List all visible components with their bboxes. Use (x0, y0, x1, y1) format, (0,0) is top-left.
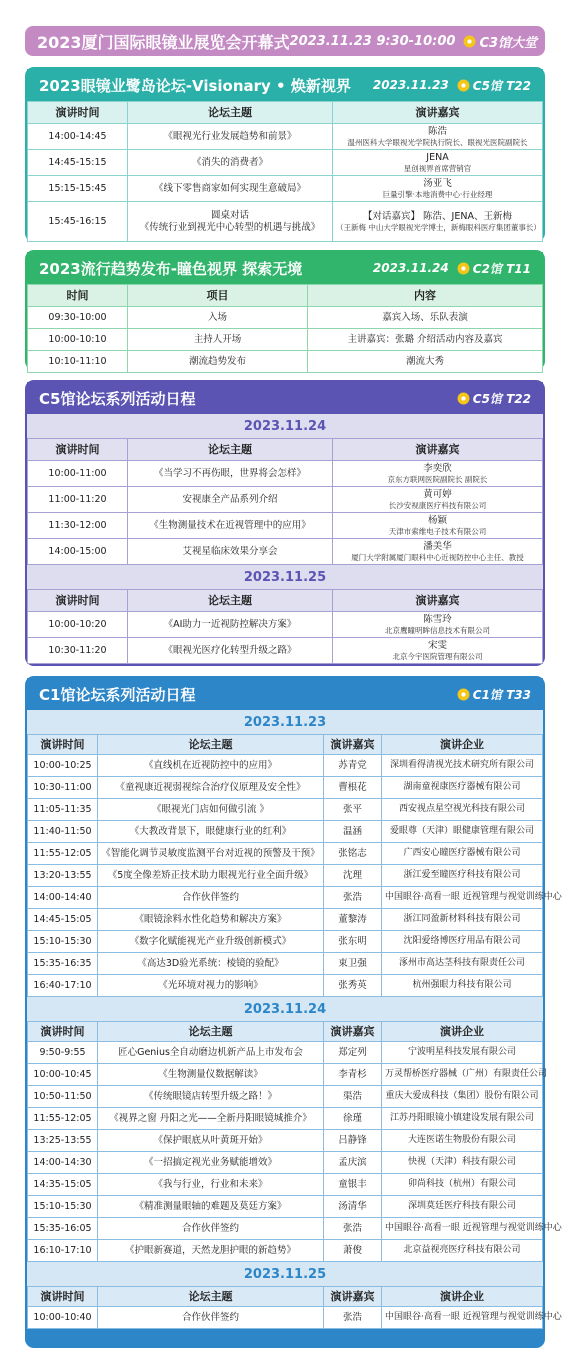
col-speaker-header: 演讲嘉宾 (324, 1022, 382, 1042)
location-pin-icon (457, 79, 470, 92)
row-company: 深圳看得清视光技术研究所有限公司 (382, 755, 543, 777)
row-company: 广西安心瞳医疗器械有限公司 (382, 843, 543, 865)
row-time: 10:50-11:50 (28, 1086, 98, 1108)
row-time: 10:30-11:20 (28, 638, 128, 664)
row-speaker (333, 638, 543, 664)
speaker-name: 杨颖 (427, 515, 447, 527)
row-topic: 《智能化调节灵敏度监测平台对近视的预警及干预》 (98, 843, 324, 865)
row-company: 中国眼谷·高看一眼 近视管理与视觉训练中心 (382, 1218, 543, 1240)
table-row (28, 1218, 543, 1240)
c1-day2-body (28, 1042, 562, 1262)
table-row (28, 953, 543, 975)
trend-table (27, 284, 543, 373)
row-speaker: 张浩 (324, 887, 382, 909)
row-company: 中国眼谷·高看一眼 近视管理与视觉训练中心 (382, 887, 543, 909)
table-row (28, 1042, 543, 1064)
col-time-header: 演讲时间 (28, 102, 128, 124)
speaker-affiliation: 天津市索维电子技术有限公司 (388, 526, 487, 536)
row-topic: 安视康全产品系列介绍 (128, 487, 333, 513)
opening-location: C3馆大堂 (479, 35, 538, 51)
row-company: 西安视点星空视光科技有限公司 (382, 799, 543, 821)
trend-header-row (28, 285, 543, 307)
row-speaker: 李青杉 (324, 1064, 382, 1086)
row-speaker: 张铭志 (324, 843, 382, 865)
row-company: 爱眼尊（天津）眼健康管理有限公司 (382, 821, 543, 843)
table-row (28, 777, 543, 799)
location-pin-icon (463, 35, 476, 48)
row-topic: 《消失的消费者》 (128, 150, 333, 176)
c1-day2-table (27, 1021, 562, 1262)
c1-day3-date: 2023.11.25 (27, 1262, 543, 1286)
c5-forum-header (27, 382, 543, 414)
col-topic-header: 论坛主题 (98, 735, 324, 755)
row-company: 沈阳爱络博医疗用品有限公司 (382, 931, 543, 953)
table-row (28, 638, 543, 664)
row-company: 浙江同盈新材料科技有限公司 (382, 909, 543, 931)
table-row (28, 821, 543, 843)
row-topic: 《生物测量仪数据解读》 (98, 1064, 324, 1086)
table-row (28, 351, 543, 373)
row-speaker: 萧俊 (324, 1240, 382, 1262)
row-topic: 《大教改背景下，眼健康行业的红利》 (98, 821, 324, 843)
row-company: 北京益视亮医疗科技有限公司 (382, 1240, 543, 1262)
c5-day1-date: 2023.11.24 (27, 414, 543, 438)
row-topic: 艾视星临床效果分享会 (128, 539, 333, 565)
row-speaker: 曹根花 (324, 777, 382, 799)
row-time: 11:30-12:00 (28, 513, 128, 539)
opening-title: 2023厦门国际眼镜业展览会开幕式 (37, 32, 290, 52)
row-time: 16:40-17:10 (28, 975, 98, 997)
col-speaker-header: 演讲嘉宾 (324, 1287, 382, 1307)
row-topic: 《护眼新赛道，天然龙胆护眼的新趋势》 (98, 1240, 324, 1262)
col-company-header: 演讲企业 (382, 1022, 543, 1042)
row-time: 14:00-15:00 (28, 539, 128, 565)
row-topic: 《线下零售商家如何实现生意破局》 (128, 176, 333, 202)
speaker-affiliation: 北京今宇医院管理有限公司 (392, 651, 483, 661)
row-time: 14:45-15:05 (28, 909, 98, 931)
c5-header-row (28, 590, 543, 612)
table-row (28, 487, 543, 513)
row-content: 潮流大秀 (308, 351, 543, 373)
row-time: 14:35-15:05 (28, 1174, 98, 1196)
location-pin-icon (457, 688, 470, 701)
row-company: 卯尚科技（杭州）有限公司 (382, 1174, 543, 1196)
row-speaker: 张平 (324, 799, 382, 821)
speaker-affiliation: 长沙安视康医疗科技有限公司 (388, 500, 487, 510)
row-time: 16:10-17:10 (28, 1240, 98, 1262)
col-topic-header: 论坛主题 (128, 590, 333, 612)
row-time: 11:40-11:50 (28, 821, 98, 843)
table-row (28, 865, 543, 887)
row-speaker: 郑定列 (324, 1042, 382, 1064)
row-topic: 《眼视光行业发展趋势和前景》 (128, 124, 333, 150)
row-topic: 《我与行业，行业和未来》 (98, 1174, 324, 1196)
col-company-header: 演讲企业 (382, 735, 543, 755)
row-time: 09:30-10:00 (28, 307, 128, 329)
row-company: 涿州市高达茎科技有限责任公司 (382, 953, 543, 975)
row-time: 10:00-10:20 (28, 612, 128, 638)
row-time: 11:55-12:05 (28, 1108, 98, 1130)
row-speaker (333, 124, 543, 150)
row-topic: 《传统眼镜店转型升级之路！》 (98, 1086, 324, 1108)
table-row (28, 1196, 543, 1218)
trend-table-wrap (27, 284, 543, 373)
row-speaker: 沈理 (324, 865, 382, 887)
c1-day1-date: 2023.11.23 (27, 710, 543, 734)
trend-release-header (27, 252, 543, 284)
row-item: 入场 (128, 307, 308, 329)
forum1-location: C5馆 T22 (472, 78, 531, 93)
table-row (28, 1108, 543, 1130)
roundtable-label: 圆桌对话 (210, 210, 249, 222)
row-company: 湖南童视康医疗器械有限公司 (382, 777, 543, 799)
col-time-header: 演讲时间 (28, 735, 98, 755)
c5-day2-date: 2023.11.25 (27, 565, 543, 589)
c1-table-wrap (27, 710, 562, 1329)
col-topic-header: 论坛主题 (128, 439, 333, 461)
row-time: 11:55-12:05 (28, 843, 98, 865)
row-topic: 《精准测量眼轴的难题及莫廷方案》 (98, 1196, 324, 1218)
row-time: 15:35-16:35 (28, 953, 98, 975)
col-topic-header: 论坛主题 (128, 102, 333, 124)
speaker-name: 宋雯 (427, 640, 447, 652)
row-content: 嘉宾入场、乐队表演 (308, 307, 543, 329)
row-time: 14:00-14:45 (28, 124, 128, 150)
speaker-affiliation: （王新梅 中山大学眼视光学博士，新梅眼科医疗集团董事长） (336, 222, 541, 232)
table-row (28, 202, 543, 242)
row-speaker: 张东明 (324, 931, 382, 953)
speaker-name: 汤亚飞 (423, 178, 452, 190)
c1-day3-body (28, 1307, 562, 1329)
row-time: 15:15-15:45 (28, 176, 128, 202)
speaker-name: 李奕欣 (423, 463, 452, 475)
trend-title: 2023流行趋势发布-瞳色视界 探索无境 (39, 259, 303, 278)
row-time: 10:00-10:10 (28, 329, 128, 351)
row-company: 宁波明星科技发展有限公司 (382, 1042, 543, 1064)
row-company: 浙江爱至瞳医疗科技有限公司 (382, 865, 543, 887)
row-speaker (333, 461, 543, 487)
row-speaker: 童银丰 (324, 1174, 382, 1196)
speaker-affiliation: 北京鹰瞳明眸信息技术有限公司 (385, 625, 490, 635)
c5-table-wrap (27, 414, 543, 664)
table-row (28, 931, 543, 953)
row-time: 10:00-10:45 (28, 1064, 98, 1086)
row-topic: 《数字化赋能视光产业升级创新模式》 (98, 931, 324, 953)
c1-header-row (28, 735, 543, 755)
row-time: 10:00-10:40 (28, 1307, 98, 1329)
table-row (28, 887, 543, 909)
table-row (28, 1130, 543, 1152)
table-row (28, 612, 543, 638)
row-topic: 合作伙伴签约 (98, 887, 324, 909)
table-row (28, 329, 543, 351)
row-time: 10:30-11:00 (28, 777, 98, 799)
visionary-forum-header (27, 69, 543, 101)
forum1-table (27, 101, 543, 242)
row-time: 11:05-11:35 (28, 799, 98, 821)
trend-date: 2023.11.24 (372, 261, 449, 275)
table-row (28, 975, 543, 997)
table-row (28, 1174, 543, 1196)
forum1-title: 2023眼镜业鹭岛论坛-Visionary • 焕新视界 (39, 76, 351, 95)
row-topic: 《视界之窗 丹阳之光——全新丹阳眼镜城推介》 (98, 1108, 324, 1130)
table-row (28, 150, 543, 176)
row-topic: 《眼视光门店如何做引流 》 (98, 799, 324, 821)
row-topic: 合作伙伴签约 (98, 1218, 324, 1240)
c5-day2-table (27, 589, 543, 664)
row-speaker: 苏青党 (324, 755, 382, 777)
row-time: 15:10-15:30 (28, 1196, 98, 1218)
c1-day2-date: 2023.11.24 (27, 997, 543, 1021)
row-topic: 《眼视光医疗化转型升级之路》 (128, 638, 333, 664)
row-topic: 匠心Genius全自动磨边机新产品上市发布会 (98, 1042, 324, 1064)
row-company: 大连医诺生物股份有限公司 (382, 1130, 543, 1152)
row-speaker: 孟庆滨 (324, 1152, 382, 1174)
row-speaker: 张浩 (324, 1218, 382, 1240)
table-row (28, 124, 543, 150)
row-company: 江苏丹阳眼镜小镇建设发展有限公司 (382, 1108, 543, 1130)
col-topic-header: 论坛主题 (98, 1287, 324, 1307)
row-time: 15:10-15:30 (28, 931, 98, 953)
table-row (28, 843, 543, 865)
row-speaker (333, 612, 543, 638)
row-company: 深圳莫廷医疗科技有限公司 (382, 1196, 543, 1218)
table-row (28, 1064, 543, 1086)
row-topic: 《AI助力一近视防控解决方案》 (128, 612, 333, 638)
visionary-forum-section (25, 67, 545, 242)
row-topic: 《一招搞定视光业务赋能增效》 (98, 1152, 324, 1174)
speaker-name: 潘美华 (423, 541, 452, 553)
row-topic: 《童视康近视弱视综合治疗仪原理及安全性》 (98, 777, 324, 799)
forum1-header-row (28, 102, 543, 124)
row-topic: 《保护眼底从叶黄斑开始》 (98, 1130, 324, 1152)
row-topic: 《光环境对视力的影响》 (98, 975, 324, 997)
opening-time: 2023.11.23 9:30-10:00 (289, 33, 456, 49)
row-speaker: 束卫强 (324, 953, 382, 975)
c5-day1-table (27, 438, 543, 565)
row-time: 10:00-11:00 (28, 461, 128, 487)
c1-header-row (28, 1287, 543, 1307)
location-pin-icon (457, 392, 470, 405)
row-time: 14:45-15:15 (28, 150, 128, 176)
row-speaker (333, 202, 543, 242)
table-row (28, 176, 543, 202)
row-speaker: 张浩 (324, 1307, 382, 1329)
col-time-header: 演讲时间 (28, 1287, 98, 1307)
c1-title: C1馆论坛系列活动日程 (39, 685, 196, 704)
location-pin-icon (457, 262, 470, 275)
speaker-name: 【对话嘉宾】 陈浩、JENA、王新梅 (363, 211, 512, 223)
row-speaker: 张秀英 (324, 975, 382, 997)
table-row (28, 1307, 543, 1329)
trend-release-section (25, 250, 545, 370)
speaker-affiliation: 厦门大学附属厦门眼科中心近视防控中心主任、教授 (351, 552, 524, 562)
table-row (28, 307, 543, 329)
speaker-affiliation: 巨量引擎·本地消费中心·行业经理 (382, 189, 493, 199)
forum1-table-wrap (27, 101, 543, 242)
speaker-affiliation: 星创视界首席营销官 (403, 163, 472, 173)
c1-day1-table (27, 734, 562, 997)
row-time: 13:20-13:55 (28, 865, 98, 887)
row-speaker (333, 176, 543, 202)
table-row (28, 1240, 543, 1262)
row-speaker (333, 150, 543, 176)
col-time-header: 时间 (28, 285, 128, 307)
col-speaker-header: 演讲嘉宾 (333, 590, 543, 612)
col-time-header: 演讲时间 (28, 590, 128, 612)
row-time: 9:50-9:55 (28, 1042, 98, 1064)
row-topic: 《直线机在近视防控中的应用》 (98, 755, 324, 777)
col-company-header: 演讲企业 (382, 1287, 543, 1307)
row-company: 杭州强眼力科技有限公司 (382, 975, 543, 997)
speaker-name: 黄可婷 (423, 489, 452, 501)
row-time: 14:00-14:30 (28, 1152, 98, 1174)
opening-ceremony-banner (25, 26, 545, 56)
col-time-header: 演讲时间 (28, 1022, 98, 1042)
row-speaker: 汤清华 (324, 1196, 382, 1218)
speaker-name: JENA (426, 152, 449, 164)
speaker-affiliation: 温州医科大学眼视光学院执行院长、眼视光医院副院长 (347, 137, 528, 147)
c5-title: C5馆论坛系列活动日程 (39, 389, 196, 408)
col-topic-header: 论坛主题 (98, 1022, 324, 1042)
col-time-header: 演讲时间 (28, 439, 128, 461)
table-row (28, 755, 543, 777)
row-company: 万灵帮桥医疗器械（广州）有限责任公司 (382, 1064, 543, 1086)
row-speaker: 渠浩 (324, 1086, 382, 1108)
row-topic: 《眼镜涂料水性化趋势和解决方案》 (98, 909, 324, 931)
row-content: 主讲嘉宾：张璐 介绍活动内容及嘉宾 (308, 329, 543, 351)
row-time: 10:10-11:10 (28, 351, 128, 373)
row-topic: 《高达3D验光系统：棱镜的验配》 (98, 953, 324, 975)
table-row (28, 1086, 543, 1108)
row-time: 10:00-10:25 (28, 755, 98, 777)
c1-location: C1馆 T33 (472, 687, 531, 702)
c1-day3-table (27, 1286, 562, 1329)
row-topic: 《当学习不再伤眼，世界将会怎样》 (128, 461, 333, 487)
row-speaker: 董黎涛 (324, 909, 382, 931)
row-time: 11:00-11:20 (28, 487, 128, 513)
roundtable-topic: 《传统行业到视光中心转型的机遇与挑战》 (139, 221, 321, 233)
row-speaker (333, 513, 543, 539)
row-topic: 《生物测量技术在近视管理中的应用》 (128, 513, 333, 539)
c1-forum-header (27, 678, 543, 710)
table-row (28, 909, 543, 931)
col-content-header: 内容 (308, 285, 543, 307)
table-row (28, 539, 543, 565)
row-topic: 合作伙伴签约 (98, 1307, 324, 1329)
table-row (28, 1152, 543, 1174)
row-item: 潮流趋势发布 (128, 351, 308, 373)
row-time: 13:25-13:55 (28, 1130, 98, 1152)
c1-day1-body (28, 755, 562, 997)
c5-forum-section (25, 380, 545, 666)
row-company: 快视（天津）科技有限公司 (382, 1152, 543, 1174)
c1-header-row (28, 1022, 543, 1042)
row-speaker: 吕静锋 (324, 1130, 382, 1152)
c5-header-row (28, 439, 543, 461)
row-time: 15:45-16:15 (28, 202, 128, 242)
table-row (28, 513, 543, 539)
row-speaker: 徐瑾 (324, 1108, 382, 1130)
col-speaker-header: 演讲嘉宾 (333, 102, 543, 124)
trend-location: C2馆 T11 (472, 261, 531, 276)
speaker-name: 陈雪玲 (423, 614, 452, 626)
col-item-header: 项目 (128, 285, 308, 307)
col-speaker-header: 演讲嘉宾 (324, 735, 382, 755)
row-topic: 《5度全像差矫正技术助力眼视光行业全面升级》 (98, 865, 324, 887)
row-speaker (333, 539, 543, 565)
row-time: 15:35-16:05 (28, 1218, 98, 1240)
row-topic (128, 202, 333, 242)
c5-location: C5馆 T22 (472, 391, 531, 406)
row-time: 14:00-14:40 (28, 887, 98, 909)
col-speaker-header: 演讲嘉宾 (333, 439, 543, 461)
row-speaker: 温涵 (324, 821, 382, 843)
speaker-name: 陈浩 (427, 126, 447, 138)
row-company: 中国眼谷·高看一眼 近视管理与视觉训练中心 (382, 1307, 543, 1329)
forum1-date: 2023.11.23 (372, 78, 449, 92)
row-company: 重庆大爱成科技（集团）股份有限公司 (382, 1086, 543, 1108)
table-row (28, 461, 543, 487)
row-speaker (333, 487, 543, 513)
speaker-affiliation: 京东方联网医院副院长 副院长 (387, 474, 488, 484)
table-row (28, 799, 543, 821)
c1-forum-section (25, 676, 562, 1348)
row-item: 主持人开场 (128, 329, 308, 351)
